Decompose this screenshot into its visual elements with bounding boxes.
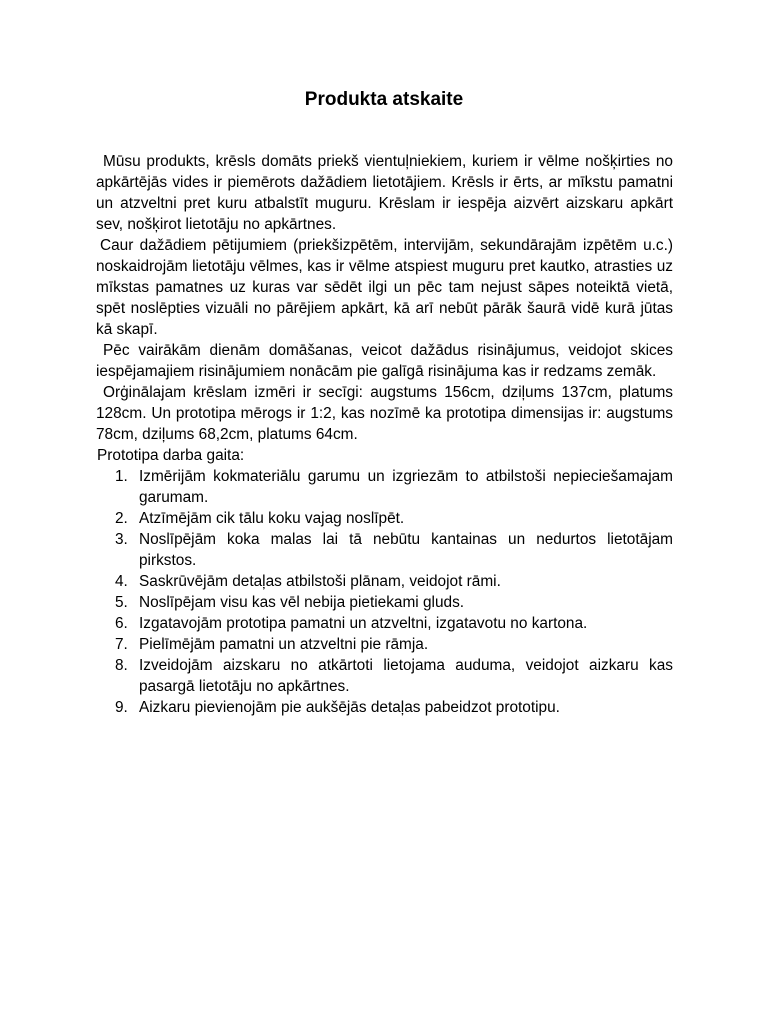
list-item-number: 3. — [115, 531, 128, 548]
list-item-text: Saskrūvējām detaļas atbilstoši plānam, veidojot rāmi. — [139, 573, 501, 590]
list-item — [96, 613, 673, 634]
list-item-text: Noslīpējam visu kas vēl nebija pietiekami gluds. — [139, 594, 465, 611]
list-item-text: Aizkaru pievienojām pie aukšējās detaļas pabeidzot prototipu. — [139, 699, 560, 716]
list-item-text: Pielīmējām pamatni un atzveltni pie rāmja. — [139, 636, 429, 653]
steps-list — [96, 466, 673, 718]
steps-heading: Prototipa darba gaita: — [97, 447, 245, 464]
list-item — [96, 466, 673, 508]
list-item — [96, 634, 673, 655]
list-item — [96, 571, 673, 592]
list-item-number: 6. — [115, 615, 128, 632]
page-title: Produkta atskaite — [304, 89, 464, 110]
list-item — [96, 697, 673, 718]
paragraph-research: Caur dažādiem pētijumiem (priekšizpētēm, intervijām, sekundārajām izpētēm u.c.) noskaidrojām lietotāju vēlmes, kas ir vēlme atspiest muguru pret kautko, atrasties uz mīkstas pamatnes uz kuras var sēdēt ilgi un pēc tam nejust sāpes noteiktā vietā, spēt noslēpties vizuāli no pārējiem apkārt, kā arī nebūt pārāk šaurā vidē kurā jūtas kā skapī. — [96, 237, 673, 338]
list-item-number: 2. — [115, 510, 128, 527]
list-item — [96, 655, 673, 697]
list-item-text: Atzīmējām cik tālu koku vajag noslīpēt. — [139, 510, 405, 527]
paragraph-ideation: Pēc vairākām dienām domāšanas, veicot dažādus risinājumus, veidojot skices iespējamajiem risinājumiem nonācām pie galīgā risinājuma kas ir redzams zemāk. — [96, 342, 673, 380]
list-item-text: Izgatavojām prototipa pamatni un atzveltni, izgatavotu no kartona. — [139, 615, 588, 632]
paragraph-dimensions: Orģinālajam krēslam izmēri ir secīgi: augstums 156cm, dziļums 137cm, platums 128cm. Un prototipa mērogs ir 1:2, kas nozīmē ka prototipa dimensijas ir: augstums 78cm, dziļums 68,2cm, platums 64cm. — [96, 384, 673, 443]
list-item-number: 1. — [115, 468, 128, 485]
list-item-text: Noslīpējām koka malas lai tā nebūtu kantainas un nedurtos lietotājam pirkstos. — [139, 531, 673, 569]
list-item-number: 9. — [115, 699, 128, 716]
list-item-number: 7. — [115, 636, 128, 653]
list-item — [96, 508, 673, 529]
list-item-text: Izmērijām kokmateriālu garumu un izgriezām to atbilstoši nepieciešamajam garumam. — [139, 468, 673, 506]
list-item-number: 4. — [115, 573, 128, 590]
document-body — [96, 151, 673, 718]
list-item-number: 8. — [115, 657, 128, 674]
paragraph-intro: Mūsu produkts, krēsls domāts priekš vientuļniekiem, kuriem ir vēlme nošķirties no apkārtējās vides ir piemērots dažādiem lietotājiem. Krēsls ir ērts, ar mīkstu pamatni un atzveltni pret kuru atbalstīt muguru. Krēslam ir iespēja aizvērt aizskaru apkārt sev, nošķirot lietotāju no apkārtnes. — [96, 153, 673, 233]
list-item-text: Izveidojām aizskaru no atkārtoti lietojama auduma, veidojot aizkaru kas pasargā lietotāju no apkārtnes. — [139, 657, 673, 695]
list-item-number: 5. — [115, 594, 128, 611]
list-item — [96, 529, 673, 571]
list-item — [96, 592, 673, 613]
